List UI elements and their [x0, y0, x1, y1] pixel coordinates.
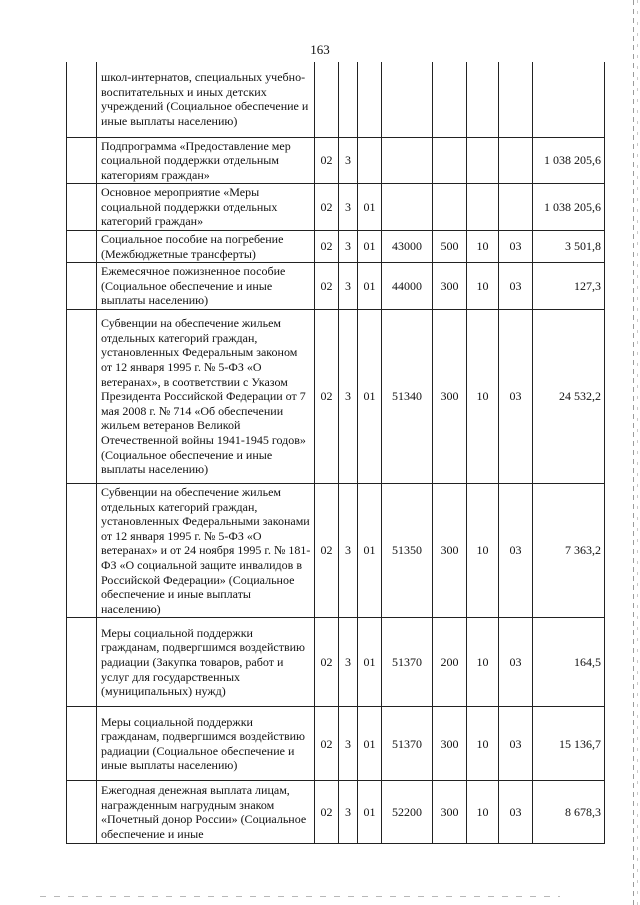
code-vr-cell: 300 — [433, 781, 467, 844]
code-csr-cell: 44000 — [382, 263, 433, 310]
item-name-cell: Субвенции на обеспечение жильем отдельных категорий граждан, установленных Федеральными законами от 12 января 1995 г. № 5-ФЗ «О ветеранах» и от 24 ноября 1995 г. № 181-ФЗ «О социальной защите инвалидов в Российской Федерации» (Социальное обеспечение и иные выплаты населению) — [97, 484, 315, 618]
code-gr-cell — [315, 62, 339, 137]
code-vr-cell — [433, 137, 467, 184]
row-spacer-cell — [67, 137, 97, 184]
code-pr-cell: 01 — [358, 310, 382, 484]
code-vr-cell: 300 — [433, 263, 467, 310]
row-spacer-cell — [67, 618, 97, 707]
amount-cell: 164,5 — [533, 618, 605, 707]
code-rz-cell: 3 — [339, 310, 358, 484]
table-row — [67, 781, 605, 844]
table-row — [67, 310, 605, 484]
item-name-cell: Субвенции на обеспечение жильем отдельных категорий граждан, установленных Федеральным законом от 12 января 1995 г. № 5-ФЗ «О ветеранах», в соответствии с Указом Президента Российской Федерации от 7 мая 2008 г. № 714 «Об обеспечении жильем ветеранов Великой Отечественной войны 1941-1945 годов» (Социальное обеспечение и иные выплаты населению) — [97, 310, 315, 484]
code-gr-cell: 02 — [315, 781, 339, 844]
code-csr-cell — [382, 184, 433, 231]
row-spacer-cell — [67, 62, 97, 137]
amount-cell: 8 678,3 — [533, 781, 605, 844]
code-pr-cell: 01 — [358, 781, 382, 844]
row-spacer-cell — [67, 310, 97, 484]
table-row — [67, 263, 605, 310]
amount-cell: 1 038 205,6 — [533, 137, 605, 184]
table-row — [67, 484, 605, 618]
code-csr-cell: 51350 — [382, 484, 433, 618]
code-subsection-cell: 03 — [499, 263, 533, 310]
code-subsection-cell — [499, 184, 533, 231]
row-spacer-cell — [67, 484, 97, 618]
amount-cell: 3 501,8 — [533, 231, 605, 263]
table-row — [67, 231, 605, 263]
code-csr-cell: 51340 — [382, 310, 433, 484]
code-gr-cell: 02 — [315, 310, 339, 484]
code-subsection-cell: 03 — [499, 707, 533, 781]
code-csr-cell — [382, 62, 433, 137]
code-gr-cell: 02 — [315, 263, 339, 310]
amount-cell — [533, 62, 605, 137]
table-row — [67, 137, 605, 184]
code-gr-cell: 02 — [315, 137, 339, 184]
code-subsection-cell: 03 — [499, 231, 533, 263]
code-vr-cell: 300 — [433, 310, 467, 484]
code-rz-cell: 3 — [339, 484, 358, 618]
table-row — [67, 62, 605, 137]
code-vr-cell: 200 — [433, 618, 467, 707]
amount-cell: 15 136,7 — [533, 707, 605, 781]
item-name-cell: Подпрограмма «Предоставление мер социальной поддержки отдельным категориям граждан» — [97, 137, 315, 184]
code-gr-cell: 02 — [315, 707, 339, 781]
row-spacer-cell — [67, 231, 97, 263]
page-number: 163 — [310, 42, 330, 57]
code-section-cell — [467, 62, 499, 137]
item-name-cell: Социальное пособие на погребение (Межбюджетные трансферты) — [97, 231, 315, 263]
code-gr-cell: 02 — [315, 231, 339, 263]
code-gr-cell: 02 — [315, 184, 339, 231]
code-section-cell: 10 — [467, 310, 499, 484]
code-vr-cell — [433, 62, 467, 137]
amount-cell: 1 038 205,6 — [533, 184, 605, 231]
amount-cell: 7 363,2 — [533, 484, 605, 618]
code-section-cell — [467, 137, 499, 184]
scan-edge-line — [633, 0, 634, 905]
amount-cell: 127,3 — [533, 263, 605, 310]
code-rz-cell: 3 — [339, 137, 358, 184]
row-spacer-cell — [67, 781, 97, 844]
code-pr-cell: 01 — [358, 618, 382, 707]
code-csr-cell: 43000 — [382, 231, 433, 263]
code-section-cell: 10 — [467, 781, 499, 844]
bottom-scan-dashes — [40, 896, 560, 897]
code-csr-cell: 51370 — [382, 618, 433, 707]
code-vr-cell: 300 — [433, 484, 467, 618]
code-pr-cell: 01 — [358, 231, 382, 263]
code-gr-cell: 02 — [315, 484, 339, 618]
row-spacer-cell — [67, 263, 97, 310]
code-section-cell: 10 — [467, 707, 499, 781]
code-pr-cell: 01 — [358, 263, 382, 310]
code-pr-cell — [358, 137, 382, 184]
item-name-cell: школ-интернатов, специальных учебно-воспитательных и иных детских учреждений (Социальное обеспечение и иные выплаты населению) — [97, 62, 315, 137]
item-name-cell: Ежемесячное пожизненное пособие (Социальное обеспечение и иные выплаты населению) — [97, 263, 315, 310]
item-name-cell: Ежегодная денежная выплата лицам, награжденным нагрудным знаком «Почетный донор России» (Социальное обеспечение и иные — [97, 781, 315, 844]
code-section-cell: 10 — [467, 231, 499, 263]
scan-edge-line-secondary — [637, 0, 638, 905]
code-rz-cell: 3 — [339, 618, 358, 707]
code-csr-cell: 52200 — [382, 781, 433, 844]
code-csr-cell — [382, 137, 433, 184]
code-subsection-cell: 03 — [499, 781, 533, 844]
code-pr-cell — [358, 62, 382, 137]
code-rz-cell: 3 — [339, 707, 358, 781]
table-row — [67, 618, 605, 707]
row-spacer-cell — [67, 184, 97, 231]
code-vr-cell — [433, 184, 467, 231]
item-name-cell: Основное мероприятие «Меры социальной поддержки отдельных категорий граждан» — [97, 184, 315, 231]
code-rz-cell — [339, 62, 358, 137]
budget-table — [66, 62, 605, 844]
item-name-cell: Меры социальной поддержки гражданам, подвергшимся воздействию радиации (Закупка товаров, работ и услуг для государственных (муниципальных) нужд) — [97, 618, 315, 707]
code-subsection-cell — [499, 137, 533, 184]
code-section-cell — [467, 184, 499, 231]
code-csr-cell: 51370 — [382, 707, 433, 781]
code-pr-cell: 01 — [358, 184, 382, 231]
code-rz-cell: 3 — [339, 231, 358, 263]
code-section-cell: 10 — [467, 484, 499, 618]
code-section-cell: 10 — [467, 263, 499, 310]
amount-cell: 24 532,2 — [533, 310, 605, 484]
code-subsection-cell — [499, 62, 533, 137]
code-subsection-cell: 03 — [499, 618, 533, 707]
table-row — [67, 707, 605, 781]
code-rz-cell: 3 — [339, 184, 358, 231]
row-spacer-cell — [67, 707, 97, 781]
code-subsection-cell: 03 — [499, 484, 533, 618]
code-vr-cell: 500 — [433, 231, 467, 263]
code-section-cell: 10 — [467, 618, 499, 707]
code-subsection-cell: 03 — [499, 310, 533, 484]
code-rz-cell: 3 — [339, 263, 358, 310]
code-vr-cell: 300 — [433, 707, 467, 781]
code-pr-cell: 01 — [358, 484, 382, 618]
table-row — [67, 184, 605, 231]
code-rz-cell: 3 — [339, 781, 358, 844]
code-gr-cell: 02 — [315, 618, 339, 707]
item-name-cell: Меры социальной поддержки гражданам, подвергшимся воздействию радиации (Социальное обеспечение и иные выплаты населению) — [97, 707, 315, 781]
code-pr-cell: 01 — [358, 707, 382, 781]
